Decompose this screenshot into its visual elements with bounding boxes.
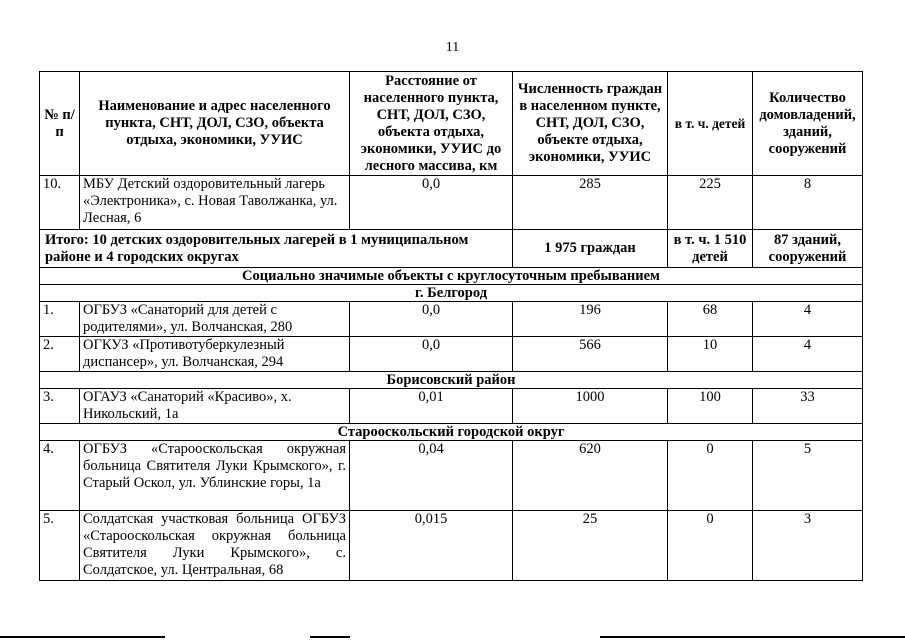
row-population: 285 [513, 176, 668, 230]
group-title: Старооскольский городской округ [40, 424, 863, 441]
row-buildings: 3 [753, 511, 863, 581]
row-distance: 0,04 [350, 441, 513, 511]
row-distance: 0,0 [350, 302, 513, 337]
row-num: 10. [40, 176, 80, 230]
row-distance: 0,0 [350, 176, 513, 230]
row-population: 25 [513, 511, 668, 581]
bottom-rule-left [0, 636, 165, 638]
table-row [40, 441, 863, 511]
header-num: № п/п [40, 72, 80, 176]
data-table [39, 71, 863, 581]
group-row [40, 285, 863, 302]
row-population: 1000 [513, 389, 668, 424]
row-distance: 0,015 [350, 511, 513, 581]
header-row [40, 72, 863, 176]
row-buildings: 4 [753, 302, 863, 337]
row-population: 620 [513, 441, 668, 511]
row-name: ОГКУЗ «Противотуберкулезный диспансер», ул. Волчанская, 294 [80, 337, 350, 372]
row-population: 566 [513, 337, 668, 372]
row-buildings: 5 [753, 441, 863, 511]
group-row [40, 424, 863, 441]
row-buildings: 4 [753, 337, 863, 372]
row-children: 225 [668, 176, 753, 230]
section-row [40, 268, 863, 285]
row-name: ОГБУЗ «Старооскольская окружная больница Святителя Луки Крымского», г. Старый Оскол, ул. Ублинские горы, 1а [80, 441, 350, 511]
row-buildings: 8 [753, 176, 863, 230]
row-children: 100 [668, 389, 753, 424]
header-children: в т. ч. детей [668, 72, 753, 176]
row-distance: 0,01 [350, 389, 513, 424]
header-buildings: Количество домовладений, зданий, сооружений [753, 72, 863, 176]
section-title: Социально значимые объекты с круглосуточным пребыванием [40, 268, 863, 285]
bottom-rule-middle [310, 636, 350, 638]
total-buildings: 87 зданий, сооружений [753, 230, 863, 268]
row-buildings: 33 [753, 389, 863, 424]
row-num: 1. [40, 302, 80, 337]
page-number: 11 [445, 40, 460, 55]
group-title: г. Белгород [40, 285, 863, 302]
group-row [40, 372, 863, 389]
table-row [40, 176, 863, 230]
row-num: 2. [40, 337, 80, 372]
row-distance: 0,0 [350, 337, 513, 372]
row-num: 4. [40, 441, 80, 511]
row-population: 196 [513, 302, 668, 337]
row-name: МБУ Детский оздоровительный лагерь «Электроника», с. Новая Таволжанка, ул. Лесная, 6 [80, 176, 350, 230]
row-num: 5. [40, 511, 80, 581]
table-row [40, 511, 863, 581]
row-name: ОГАУЗ «Санаторий «Красиво», х. Никольский, 1а [80, 389, 350, 424]
total-row [40, 230, 863, 268]
bottom-rule-right [600, 636, 905, 638]
table-row [40, 337, 863, 372]
row-children: 10 [668, 337, 753, 372]
group-title: Борисовский район [40, 372, 863, 389]
total-label: Итого: 10 детских оздоровительных лагерей в 1 муниципальном районе и 4 городских округах [40, 230, 513, 268]
row-children: 0 [668, 441, 753, 511]
row-children: 68 [668, 302, 753, 337]
table-row [40, 389, 863, 424]
row-children: 0 [668, 511, 753, 581]
header-population: Численность граждан в населенном пункте, СНТ, ДОЛ, СЗО, объекте отдыха, экономики, УУИС [513, 72, 668, 176]
total-children: в т. ч. 1 510 детей [668, 230, 753, 268]
row-num: 3. [40, 389, 80, 424]
header-name: Наименование и адрес населенного пункта, СНТ, ДОЛ, СЗО, объекта отдыха, экономики, УУИС [80, 72, 350, 176]
total-population: 1 975 граждан [513, 230, 668, 268]
table-row [40, 302, 863, 337]
row-name: ОГБУЗ «Санаторий для детей с родителями», ул. Волчанская, 280 [80, 302, 350, 337]
header-distance: Расстояние от населенного пункта, СНТ, ДОЛ, СЗО, объекта отдыха, экономики, УУИС до лесного массива, км [350, 72, 513, 176]
row-name: Солдатская участковая больница ОГБУЗ «Старооскольская окружная больница Святителя Луки Крымского», с. Солдатское, ул. Центральная, 68 [80, 511, 350, 581]
